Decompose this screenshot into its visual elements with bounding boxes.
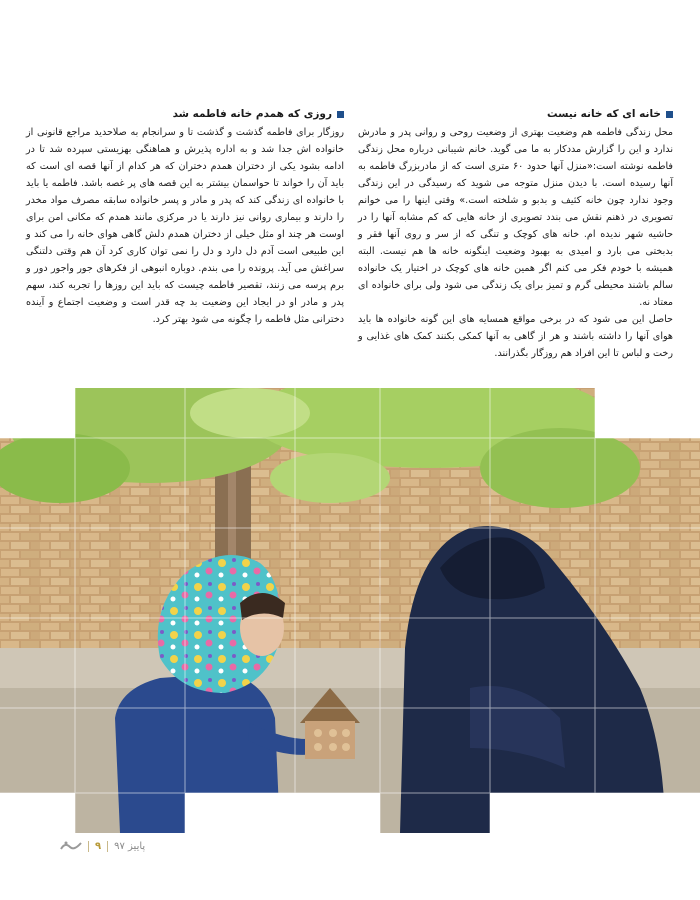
section-heading-left-text: روزی که همدم خانه فاطمه شد [172, 108, 332, 120]
footer-divider [88, 841, 89, 852]
issue-label: پاییز ۹۷ [114, 840, 146, 852]
paragraph: روزگار برای فاطمه گذشت و گذشت تا و سرانجام به صلاحدید مراجع قانونی از خانواده اش جدا شد و به اداره پذیرش و هماهنگی بهزیستی سپرده شد تا در ادامه بشود یکی از دختران همدم دختران که هر کدام از آنها قصه ای است که باید آن را خواند تا حواسمان بیشتر به این قصه های پر غصه باشد. فاطمه یا باید با خانواده ای زندگی کند که پدر و مادر و پسر خانواده سابقه مصرف مواد مخدر را دارند و بیماری روانی نیز دارند یا در مرکزی مانند همدم که مکانی امن برای اوست هر چند او مثل خیلی از دختران همدم دلش گاهی هوای خانه را می کند و این طبیعی است آدم دل دارد و دل را نمی توان کاری کرد آن هم وقتی دلتنگی سراغش می آید. پرونده را می بندم. دوباره انبوهی از فکرهای جور واجور دور و برم پرسه می زنند، تقصیر فاطمه چیست که باید این روزها را تجربه کند، سهم پدر و مادر او در ایجاد این وضعیت بد چه قدر است و وضعیت اجتماع و آینده دخترانی مثل فاطمه را چگونه می شود بهتر کرد. [26, 127, 344, 325]
photo-mosaic [0, 388, 700, 833]
square-bullet-icon [666, 111, 673, 118]
magazine-logo-icon [60, 840, 82, 852]
section-heading-right-text: خانه ای که خانه نیست [547, 108, 661, 120]
paragraph: حاصل این می شود که در برخی مواقع همسایه های این گونه خانواده ها باید هوای آنها را داشته باشند و هر از گاهی به آنها کمکی بکنند کمک های غذایی و رخت و لباس تا این افراد هم روزگار بگذرانند. [358, 314, 673, 359]
article-column-left [26, 106, 344, 328]
page-footer [60, 840, 145, 852]
article-column-right [358, 106, 673, 362]
square-bullet-icon [337, 111, 344, 118]
page-number: ۹ [95, 840, 102, 852]
article-photo [0, 388, 700, 833]
section-heading-left [26, 106, 344, 123]
paragraph: محل زندگی فاطمه هم وضعیت بهتری از وضعیت روحی و روانی پدر و مادرش ندارد و این را گزارش مددکار به ما می گوید. خانم شیبانی درباره محل زندگی فاطمه نوشته است:«منزل آنها حدود ۶۰ متری است که از مادربزرگ فاطمه به آنها رسیده است. با دیدن منزل متوجه می شوید که رسیدگی در این زندگی وجود ندارد چون خانه کثیف و بدبو و شلخته است.» وقتی اینها را می خوانم تصویری در ذهنم نقش می بندد تصویری از خانه هایی که کم مشابه آنها را در حاشیه شهر ندیده ام. خانه های کوچک و تنگی که از سر و روی آنها فقر و بدبختی می بارد و امیدی به بهبود وضعیت اینگونه خانه ها هم نیست. البته همیشه با خودم فکر می کنم اگر همین خانه های کوچک در اختیار یک خانواده سالم باشند محیطی گرم و تمیز برای یک زندگی می شود ولی برای خانواده ای معتاد نه. [358, 127, 673, 308]
section-heading-right [358, 106, 673, 123]
footer-divider [107, 841, 108, 852]
